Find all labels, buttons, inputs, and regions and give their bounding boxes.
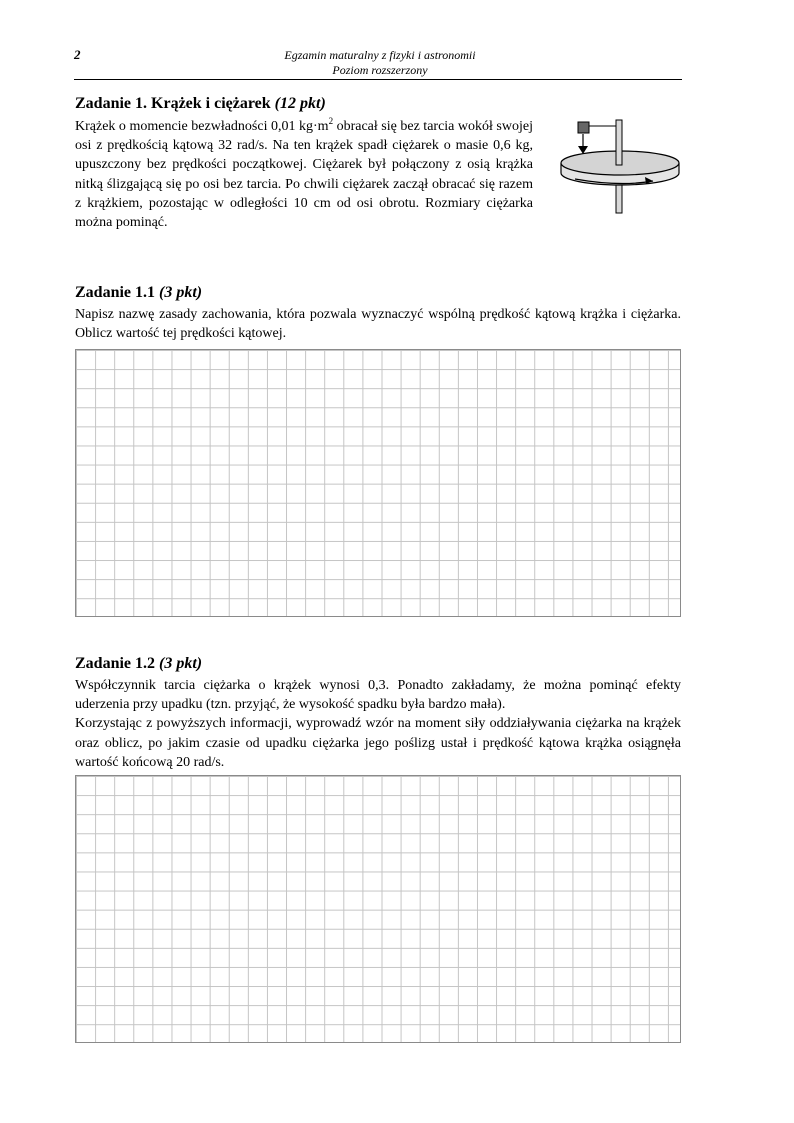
task1-1-question: Napisz nazwę zasady zachowania, która pozwala wyznaczyć wspólną prędkość kątową krążka i ciężarka. Oblicz wartość tej prędkości kątowej. bbox=[75, 307, 681, 342]
header-exam-title: Egzamin maturalny z fizyki i astronomii bbox=[284, 48, 476, 62]
task1-1-title bbox=[75, 284, 202, 302]
page-header bbox=[200, 48, 560, 78]
header-rule bbox=[74, 79, 682, 80]
task1-2-answer-grid[interactable] bbox=[75, 775, 681, 1043]
axis-top bbox=[616, 120, 622, 165]
task1-2-title-text: Zadanie 1.2 bbox=[75, 655, 156, 672]
page-number: 2 bbox=[74, 47, 81, 62]
task1-intro-superscript: 2 bbox=[328, 116, 334, 126]
task1-intro-part1: Krążek o momencie bezwładności 0,01 kg·m bbox=[75, 119, 329, 134]
task1-intro bbox=[75, 117, 533, 232]
header-level: Poziom rozszerzony bbox=[332, 63, 428, 77]
task1-2-text-2: Korzystając z powyższych informacji, wyprowadź wzór na moment siły oddziaływania ciężarka na krążek oraz oblicz, po jakim czasie od upadku ciężarka jego poślizg ustał i prędkość kątowa krążka osiągnęła wartość końcową 20 rad/s. bbox=[75, 716, 681, 770]
task1-2-text-1: Współczynnik tarcia ciężarka o krążek wynosi 0,3. Ponadto zakładamy, że można pominąć efekty uderzenia przy upadku (tzn. przyjąć, że wysokość spadku była bardzo mała). bbox=[75, 678, 681, 713]
task1-title-text: Zadanie 1. Krążek i ciężarek bbox=[75, 95, 271, 112]
task1-2-title bbox=[75, 655, 202, 673]
task1-1-answer-grid[interactable] bbox=[75, 349, 681, 617]
task1-1-title-text: Zadanie 1.1 bbox=[75, 284, 156, 301]
task1-intro-part2: obracał się bez tarcia wokół swojej osi z prędkością kątową 32 rad/s. Na ten krążek spadł ciężarek o masie 0,6 kg, upuszczony bez prędkości początkowej. Ciężarek był połączony z osią krążka nitką ślizgającą się po osi bez tarcia. Po chwili ciężarek zaczął obracać się razem z krążkiem, pozostając w odległości 10 cm od osi obrotu. Rozmiary ciężarka można pominąć. bbox=[75, 119, 533, 231]
task1-2-question bbox=[75, 676, 681, 772]
task1-points: (12 pkt) bbox=[274, 95, 326, 112]
weight-block bbox=[578, 122, 589, 133]
task1-1-points: (3 pkt) bbox=[159, 284, 203, 301]
task1-title bbox=[75, 95, 326, 113]
disc-and-weight-figure bbox=[553, 115, 688, 220]
task1-2-points: (3 pkt) bbox=[159, 655, 203, 672]
axis-bottom bbox=[616, 183, 622, 213]
